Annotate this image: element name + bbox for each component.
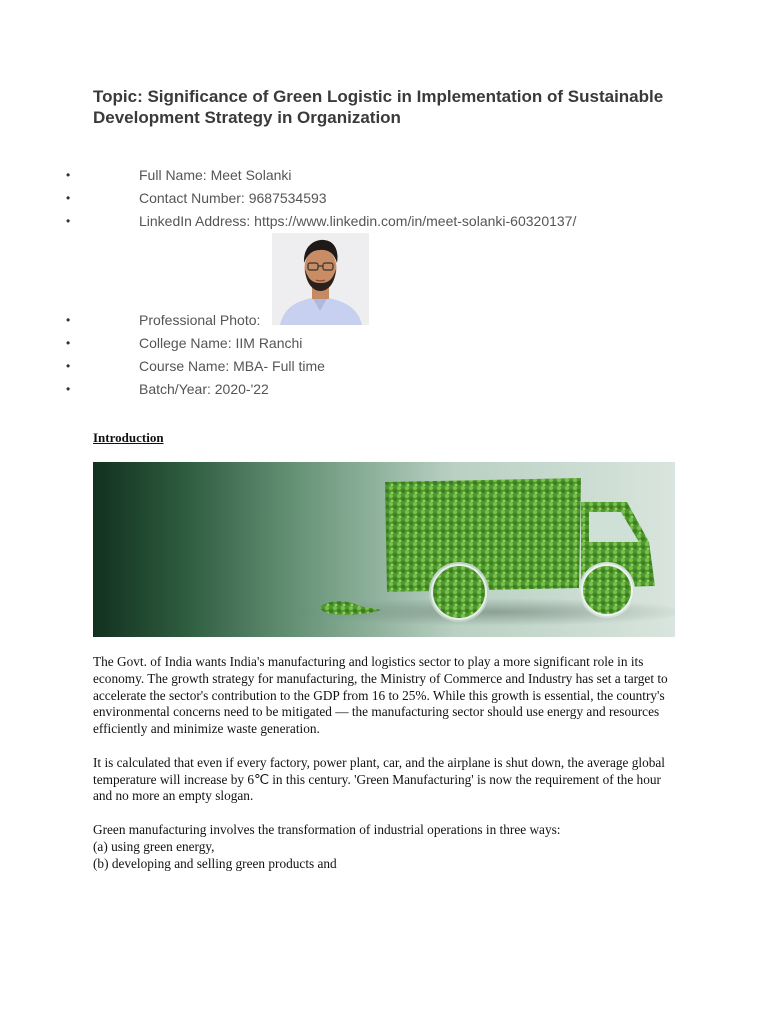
detail-text: Course Name: MBA- Full time <box>139 358 325 374</box>
paragraph: The Govt. of India wants India's manufacturing and logistics sector to play a more significant role in its economy. The growth strategy for manufacturing, the Ministry of Commerce and Industry has set a target to accelerate the sector's contribution to the GDP from 16 to 25%. While this growth is essential, the country's environmental concerns need to be mitigated — the manufacturing sector should use energy and resources efficiently and minimize waste generation. <box>93 654 668 737</box>
bullet-icon: • <box>66 168 71 182</box>
bullet-icon: • <box>66 359 71 373</box>
detail-text: Professional Photo: <box>139 312 261 328</box>
green-truck-illustration <box>93 462 675 637</box>
bullet-icon: • <box>66 313 71 327</box>
list-intro: Green manufacturing involves the transformation of industrial operations in three ways: <box>93 821 561 837</box>
detail-text: Contact Number: 9687534593 <box>139 190 327 206</box>
list-item: (b) developing and selling green products and <box>93 855 337 871</box>
professional-photo <box>272 233 369 325</box>
green-truck-banner-image <box>93 462 675 637</box>
bullet-icon: • <box>66 191 71 205</box>
portrait-image <box>272 233 369 325</box>
bullet-icon: • <box>66 336 71 350</box>
bullet-icon: • <box>66 214 71 228</box>
detail-text: LinkedIn Address: https://www.linkedin.com/in/meet-solanki-60320137/ <box>139 213 577 229</box>
section-heading-introduction: Introduction <box>93 430 164 445</box>
detail-text: Batch/Year: 2020-'22 <box>139 381 269 397</box>
introduction-body <box>93 654 681 872</box>
bullet-icon: • <box>66 382 71 396</box>
detail-text: Full Name: Meet Solanki <box>139 167 292 183</box>
list-item: (a) using green energy, <box>93 838 215 854</box>
document-title: Topic: Significance of Green Logistic in Implementation of Sustainable Development Strategy in Organization <box>93 87 664 127</box>
paragraph: It is calculated that even if every factory, power plant, car, and the airplane is shut down, the average global temperature will increase by 6℃ in this century. 'Green Manufacturing' is now the requirement of the hour and no more an empty slogan. <box>93 754 665 804</box>
detail-text: College Name: IIM Ranchi <box>139 335 303 351</box>
